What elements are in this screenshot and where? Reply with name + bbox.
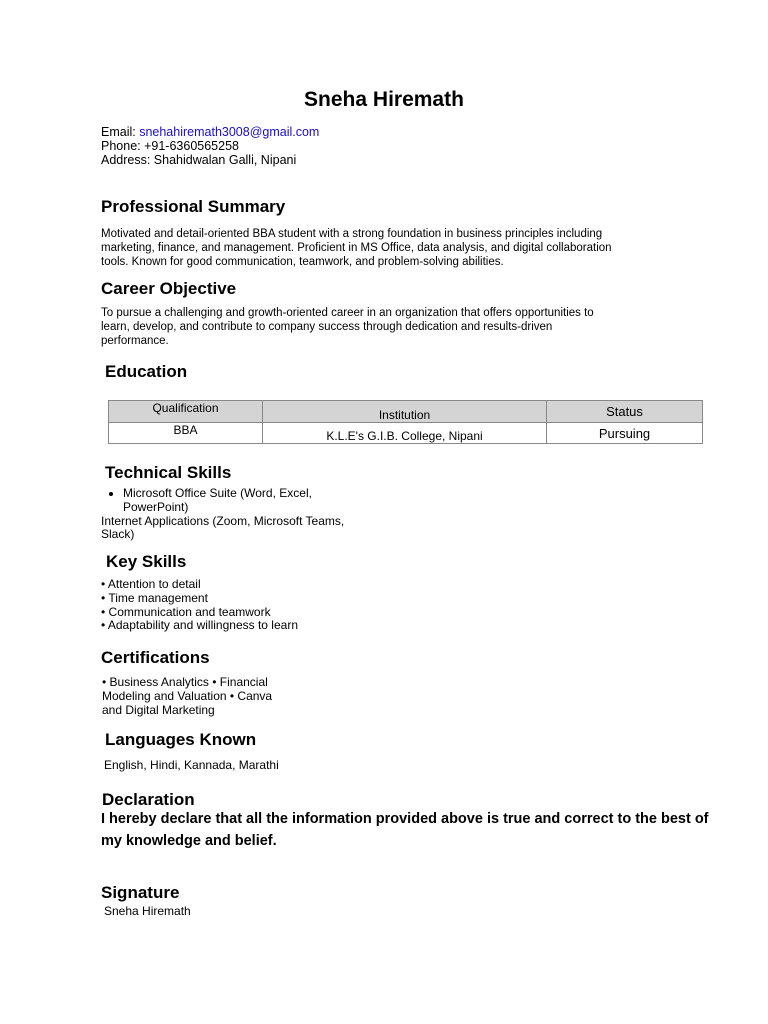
summary-heading: Professional Summary xyxy=(101,197,286,216)
email-link[interactable]: snehahiremath3008@gmail.com xyxy=(139,125,320,139)
list-item xyxy=(123,487,344,515)
objective-line: learn, develop, and contribute to company success through dedication and results-driven xyxy=(101,320,553,333)
contact-block xyxy=(101,126,319,167)
tech-line: PowerPoint) xyxy=(123,499,189,514)
tech-line: Internet Applications (Zoom, Microsoft Teams, xyxy=(101,513,345,528)
key-skills-heading: Key Skills xyxy=(106,552,187,571)
phone-line: Phone: +91-6360565258 xyxy=(101,138,239,153)
cert-line: and Digital Marketing xyxy=(102,702,215,717)
header-institution: Institution xyxy=(263,401,547,423)
cell-institution: K.L.E's G.I.B. College, Nipani xyxy=(263,423,547,444)
summary-line: Motivated and detail-oriented BBA student with a strong foundation in business principles including xyxy=(101,228,603,240)
address-line: Address: Shahidwalan Galli, Nipani xyxy=(101,152,297,167)
list-item: • Adaptability and willingness to learn xyxy=(101,618,298,633)
cert-line: Modeling and Valuation • Canva xyxy=(102,688,273,703)
declaration-line: I hereby declare that all the information provided above is true and correct to the best of xyxy=(101,811,709,827)
technical-bullets xyxy=(101,487,344,515)
languages-text: English, Hindi, Kannada, Marathi xyxy=(104,758,279,772)
certifications-heading: Certifications xyxy=(101,648,210,667)
summary-line: tools. Known for good communication, teamwork, and problem-solving abilities. xyxy=(101,255,504,268)
summary-line: marketing, finance, and management. Proficient in MS Office, data analysis, and digital collaboration xyxy=(101,241,612,254)
objective-text xyxy=(101,307,681,349)
tech-line: Slack) xyxy=(101,527,135,542)
objective-heading: Career Objective xyxy=(101,279,237,298)
cell-status: Pursuing xyxy=(547,423,703,444)
key-skills-list xyxy=(101,578,298,633)
tech-line: Microsoft Office Suite (Word, Excel, xyxy=(123,486,312,500)
list-item: • Attention to detail xyxy=(101,577,201,591)
declaration-text xyxy=(101,808,761,852)
technical-list xyxy=(101,487,344,542)
header-qualification: Qualification xyxy=(109,401,263,423)
declaration-heading: Declaration xyxy=(102,790,195,809)
declaration-line: my knowledge and belief. xyxy=(101,833,277,849)
email-line xyxy=(101,126,319,140)
summary-text xyxy=(101,228,681,270)
certifications-list xyxy=(102,676,272,717)
education-header-row xyxy=(109,401,703,423)
cert-line: • Business Analytics • Financial xyxy=(102,675,268,689)
education-table xyxy=(108,400,703,444)
languages-heading: Languages Known xyxy=(105,730,257,749)
objective-line: performance. xyxy=(101,334,169,347)
list-item: • Time management xyxy=(101,590,208,605)
cell-qualification: BBA xyxy=(109,423,263,444)
header-status: Status xyxy=(547,401,703,423)
table-row xyxy=(109,423,703,444)
list-item: • Communication and teamwork xyxy=(101,604,271,619)
technical-extra xyxy=(101,515,344,543)
signature-heading: Signature xyxy=(101,883,180,902)
education-heading: Education xyxy=(105,362,188,381)
signature-name: Sneha Hiremath xyxy=(104,904,191,918)
technical-heading: Technical Skills xyxy=(105,463,232,482)
email-label: Email: xyxy=(101,125,140,139)
objective-line: To pursue a challenging and growth-oriented career in an organization that offers opportunities to xyxy=(101,307,594,319)
candidate-name: Sneha Hiremath xyxy=(304,88,464,111)
